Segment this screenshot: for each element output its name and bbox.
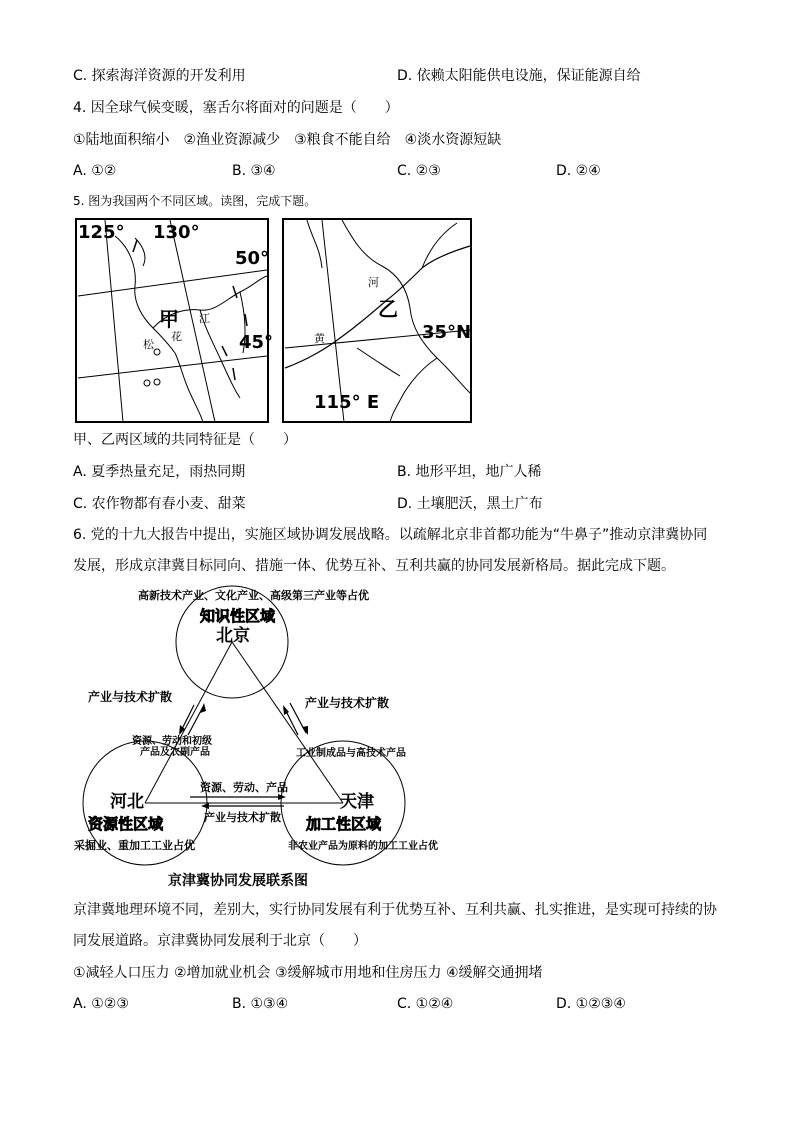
q6-items: ①减轻人口压力 ②增加就业机会 ③缓解城市用地和住房压力 ④缓解交通拥堵 [73, 965, 543, 981]
label-45: 45° [239, 332, 274, 353]
map-yi [282, 218, 472, 423]
tianjin-label: 天津 [340, 792, 374, 812]
hebei-flow-2: 产品及农副产品 [140, 747, 210, 758]
q5-intro: 5. 图为我国两个不同区域。读图，完成下题。 [73, 194, 317, 208]
q3-option-c: C. 探索海洋资源的开发利用 [73, 68, 246, 84]
q6-para-line2: 同发展道路。京津冀协同发展利于北京（ ） [73, 933, 367, 949]
label-50: 50° [235, 248, 270, 269]
beijing-label: 北京 [216, 626, 250, 646]
lake-marker [154, 379, 160, 385]
q6-intro-line2: 发展，形成京津冀目标同向、措施一体、优势互补、互利共赢的协同发展新格局。据此完成下题。 [73, 558, 675, 574]
label-115e: 115° E [314, 392, 380, 413]
map-jia [75, 218, 274, 423]
q5-option-b: B. 地形平坦，地广人稀 [397, 464, 542, 480]
label-125: 125° [78, 222, 125, 243]
label-he: 河 [368, 276, 379, 289]
tianjin-tag: 加工性区域 [306, 815, 382, 833]
q6-option-d: D. ①②③④ [556, 996, 626, 1012]
city-marker [154, 349, 160, 355]
jingjinji-diagram [70, 585, 438, 895]
beijing-tag: 知识性区域 [200, 607, 276, 625]
q4-stem: 4. 因全球气候变暖，塞舌尔将面对的问题是（ ） [73, 100, 399, 116]
right-arrow-label: 产业与技术扩散 [305, 696, 390, 710]
label-song: 松 [143, 338, 154, 351]
diagram-caption: 京津冀协同发展联系图 [168, 873, 308, 889]
q6-option-c: C. ①②④ [397, 996, 454, 1012]
q5-option-a: A. 夏季热量充足，雨热同期 [73, 464, 246, 480]
hebei-label: 河北 [110, 792, 144, 812]
q6-para-line1: 京津冀地理环境不同，差别大，实行协同发展有利于优势互补、互利共赢、扎实推进，是实现可持续的协 [73, 902, 717, 918]
label-jiang: 江 [199, 312, 210, 325]
triangle-right [232, 642, 343, 803]
mid-label-top: 资源、劳动、产品 [200, 781, 288, 794]
lake-marker [144, 380, 150, 386]
q4-option-a: A. ①② [73, 163, 117, 179]
triangle-left [145, 642, 232, 803]
tianjin-note: 非农业产品为原料的加工工业占优 [288, 841, 438, 852]
q6-intro-line1: 6. 党的十九大报告中提出，实施区域协调发展战略。以疏解北京非首都功能为“牛鼻子”推动京津冀协同 [73, 527, 708, 543]
arrowhead [283, 705, 289, 715]
q5-option-d: D. 土壤肥沃，黑土广布 [397, 496, 543, 512]
q4-items: ①陆地面积缩小 ②渔业资源减少 ③粮食不能自给 ④淡水资源短缺 [73, 132, 502, 148]
q6-option-a: A. ①②③ [73, 996, 129, 1012]
label-huang: 黄 [314, 332, 325, 345]
hebei-flow-1: 资源、劳动和初级 [132, 736, 212, 747]
q3-option-d: D. 依赖太阳能供电设施，保证能源自给 [397, 68, 641, 84]
q6-option-b: B. ①③④ [232, 996, 289, 1012]
arrowhead [302, 726, 308, 735]
label-35n: 35°N [422, 322, 472, 343]
label-hua: 花 [171, 330, 182, 343]
hebei-tag: 资源性区域 [88, 815, 164, 833]
hebei-note: 采掘业、重加工工业占优 [74, 839, 195, 852]
q4-option-b: B. ③④ [232, 163, 276, 179]
q4-option-c: C. ②③ [397, 163, 441, 179]
q5-option-c: C. 农作物都有春小麦、甜菜 [73, 496, 246, 512]
q5-stem: 甲、乙两区域的共同特征是（ ） [73, 432, 297, 448]
arrowhead [201, 803, 209, 809]
label-130: 130° [153, 222, 200, 243]
left-arrow-label: 产业与技术扩散 [88, 690, 173, 704]
arrowhead [200, 703, 206, 713]
label-yi: 乙 [378, 297, 398, 321]
mid-label-bottom: 产业与技术扩散 [204, 811, 281, 824]
q4-option-d: D. ②④ [556, 163, 601, 179]
beijing-note: 高新技术产业、文化产业、高级第三产业等占优 [138, 589, 369, 602]
label-jia: 甲 [159, 307, 179, 331]
tianjin-flow: 工业制成品与高技术产品 [296, 748, 406, 759]
